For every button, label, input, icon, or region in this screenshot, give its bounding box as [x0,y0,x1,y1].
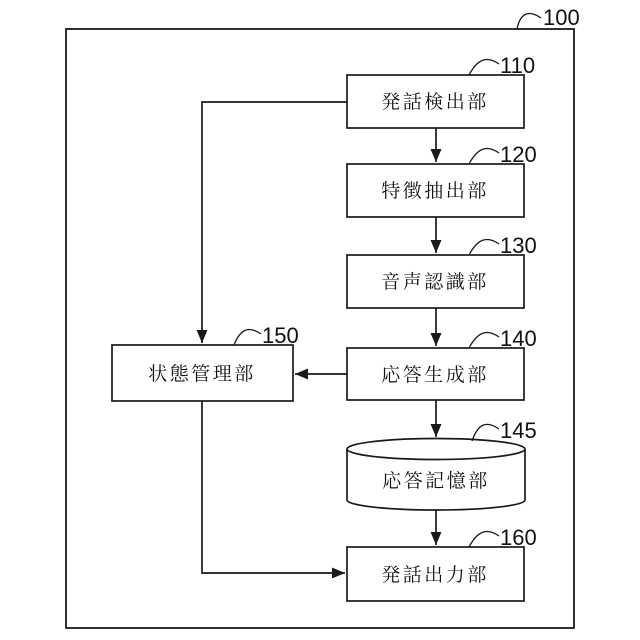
leader-line-160 [469,532,499,547]
ref-number-150: 150 [262,323,299,348]
node-label-110: 発話検出部 [381,92,489,113]
leader-line-120 [469,149,499,164]
ref-number-145: 145 [500,418,537,443]
ref-number-160: 160 [500,525,537,550]
leader-line-100 [517,14,541,29]
node-label-160: 発話出力部 [381,565,489,586]
node-label-140: 応答生成部 [381,365,489,386]
leader-line-110 [469,60,499,75]
elbow-arrow-110-to-150 [202,102,347,343]
ref-number-130: 130 [500,233,537,258]
leader-line-130 [469,240,499,255]
node-label-145: 応答記憶部 [382,471,490,492]
node-label-120: 特徴抽出部 [381,181,489,202]
leader-line-140 [469,333,499,348]
leader-line-145 [472,424,499,441]
ref-number-100: 100 [543,5,580,30]
ref-number-140: 140 [500,326,537,351]
ref-number-120: 120 [500,142,537,167]
leader-line-150 [234,330,261,345]
ref-number-110: 110 [500,53,536,78]
elbow-arrow-150-to-160 [202,401,345,573]
node-cylinder-top-145 [347,439,525,460]
node-label-130: 音声認識部 [381,272,489,293]
node-label-150: 状態管理部 [148,364,256,385]
